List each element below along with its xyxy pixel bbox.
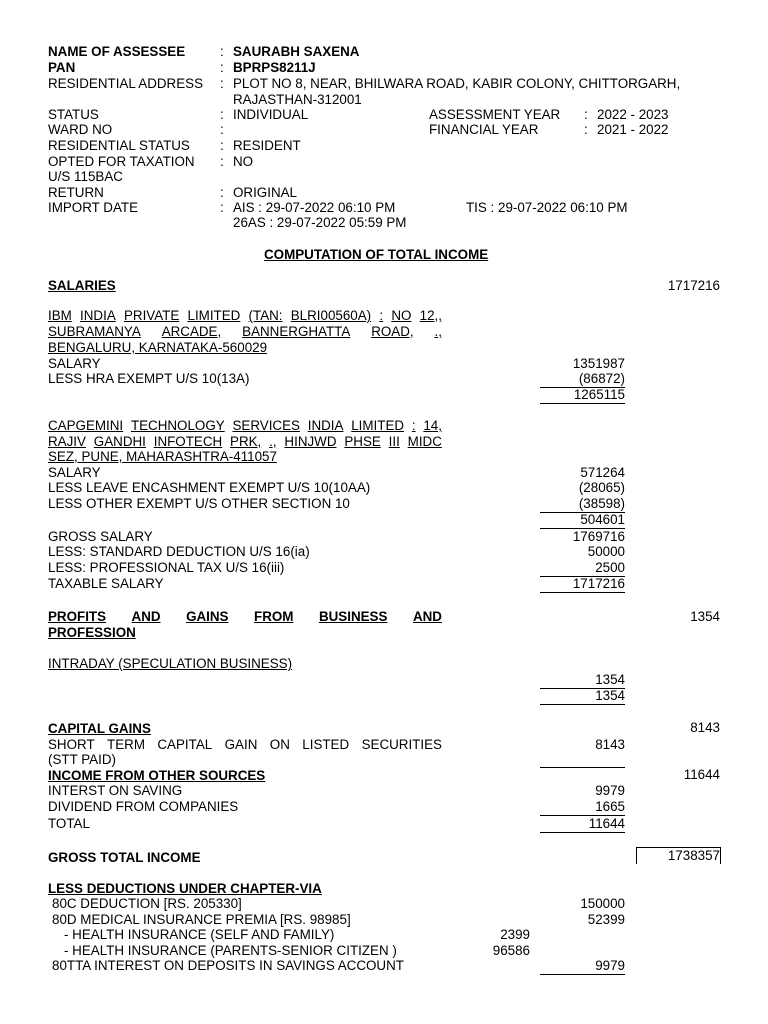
d80d-value: 52399	[587, 912, 625, 927]
business-heading-line2: PROFESSION	[48, 625, 136, 640]
salaries-heading: SALARIES	[48, 278, 116, 293]
status-label: STATUS	[48, 107, 99, 122]
business-total: 1354	[690, 609, 720, 624]
stcg-underline	[540, 752, 625, 768]
ward-label: WARD NO	[48, 122, 113, 137]
residential-status-value: RESIDENT	[233, 138, 301, 153]
colon: :	[220, 200, 224, 215]
taxable-salary-value: 1717216	[540, 576, 625, 593]
employer2-leave-value: (28065)	[578, 480, 625, 495]
std-deduction-value: 50000	[587, 544, 625, 559]
fy-value: 2021 - 2022	[597, 122, 669, 137]
capital-gains-total: 8143	[690, 720, 720, 735]
address-label: RESIDENTIAL ADDRESS	[48, 76, 204, 91]
ptax-value: 2500	[540, 560, 625, 577]
colon: :	[220, 138, 224, 153]
business-heading-line1: PROFITS AND GAINS FROM BUSINESS AND	[48, 609, 442, 624]
deductions-heading: LESS DEDUCTIONS UNDER CHAPTER-VIA	[48, 881, 322, 896]
name-label: NAME OF ASSESSEE	[48, 44, 186, 59]
stcg-line2: (STT PAID)	[48, 752, 116, 767]
hi-parents-value: 96586	[492, 943, 530, 958]
import-label: IMPORT DATE	[48, 200, 139, 215]
opted-label-line1: OPTED FOR TAXATION	[48, 154, 195, 169]
hi-self-value: 2399	[500, 927, 530, 942]
employer2-leave-label: LESS LEAVE ENCASHMENT EXEMPT U/S 10(10AA)	[48, 480, 371, 495]
employer1-line3: BENGALURU, KARNATAKA-560029	[48, 340, 268, 355]
dividend-value: 1665	[540, 799, 625, 816]
residential-status-label: RESIDENTIAL STATUS	[48, 138, 190, 153]
name-value: SAURABH SAXENA	[233, 44, 360, 59]
interest-value: 9979	[595, 783, 625, 798]
colon: :	[220, 107, 224, 122]
pan-value: BPRPS8211J	[233, 60, 316, 75]
d80c-label: 80C DEDUCTION [RS. 205330]	[52, 896, 242, 911]
address-line1: PLOT NO 8, NEAR, BHILWARA ROAD, KABIR COLONY, CHITTORGARH,	[233, 76, 681, 91]
employer2-line2: RAJIV GANDHI INFOTECH PRK, ., HINJWD PHSE III MIDC	[48, 434, 442, 449]
other-total-value: 11644	[540, 816, 625, 833]
employer2-line1: CAPGEMINI TECHNOLOGY SERVICES INDIA LIMITED : 14,	[48, 418, 442, 433]
other-sources-total: 11644	[683, 767, 720, 782]
dividend-label: DIVIDEND FROM COMPANIES	[48, 799, 239, 814]
opted-label-line2: U/S 115BAC	[48, 169, 123, 184]
salaries-total: 1717216	[667, 278, 720, 293]
gross-total-value: 1738357	[636, 847, 721, 864]
return-label: RETURN	[48, 185, 104, 200]
employer2-net: 504601	[540, 512, 625, 529]
d80tta-label: 80TTA INTEREST ON DEPOSITS IN SAVINGS ACCOUNT	[52, 958, 404, 973]
colon: :	[220, 76, 224, 91]
colon: :	[220, 122, 224, 137]
employer1-line2: SUBRAMANYA ARCADE, BANNERGHATTA ROAD, .,	[48, 324, 442, 339]
fy-label: FINANCIAL YEAR	[429, 122, 539, 137]
employer1-salary-label: SALARY	[48, 356, 101, 371]
page-title: COMPUTATION OF TOTAL INCOME	[264, 247, 489, 262]
pan-label: PAN	[48, 60, 76, 75]
ay-label: ASSESSMENT YEAR	[429, 107, 561, 122]
other-total-label: TOTAL	[48, 816, 90, 831]
ptax-label: LESS: PROFESSIONAL TAX U/S 16(iii)	[48, 560, 285, 575]
other-sources-heading: INCOME FROM OTHER SOURCES	[48, 768, 266, 783]
import-26as: 26AS : 29-07-2022 05:59 PM	[233, 215, 407, 230]
employer2-other-value: (38598)	[540, 496, 625, 513]
ay-value: 2022 - 2023	[597, 107, 669, 122]
status-value: INDIVIDUAL	[233, 107, 309, 122]
intraday-value2: 1354	[540, 688, 625, 705]
employer1-salary-value: 1351987	[572, 356, 625, 371]
opted-value: NO	[233, 154, 254, 169]
gross-salary-label: GROSS SALARY	[48, 529, 153, 544]
taxable-salary-label: TAXABLE SALARY	[48, 576, 164, 591]
gross-salary-value: 1769716	[572, 529, 625, 544]
d80d-label: 80D MEDICAL INSURANCE PREMIA [RS. 98985]	[52, 912, 351, 927]
capital-gains-heading: CAPITAL GAINS	[48, 721, 151, 736]
interest-label: INTERST ON SAVING	[48, 783, 183, 798]
hi-parents-label: - HEALTH INSURANCE (PARENTS-SENIOR CITIZEN )	[64, 943, 397, 958]
d80c-value: 150000	[580, 896, 625, 911]
colon: :	[220, 60, 224, 75]
colon: :	[220, 154, 224, 169]
stcg-line1: SHORT TERM CAPITAL GAIN ON LISTED SECURITIES	[48, 737, 442, 752]
hi-self-label: - HEALTH INSURANCE (SELF AND FAMILY)	[64, 927, 335, 942]
employer1-hra-value: (86872)	[540, 371, 625, 388]
employer2-salary-value: 571264	[580, 465, 625, 480]
employer1-line1: IBM INDIA PRIVATE LIMITED (TAN: BLRI00560A) : NO 12,,	[48, 308, 442, 323]
colon: :	[584, 122, 588, 137]
d80tta-value: 9979	[540, 958, 625, 975]
colon: :	[220, 44, 224, 59]
employer1-net: 1265115	[540, 387, 625, 404]
colon: :	[220, 185, 224, 200]
intraday-value1: 1354	[540, 672, 625, 689]
colon: :	[584, 107, 588, 122]
gross-total-label: GROSS TOTAL INCOME	[48, 850, 201, 865]
employer2-line3: SEZ, PUNE, MAHARASHTRA-411057	[48, 449, 277, 464]
address-line2: RAJASTHAN-312001	[233, 92, 362, 107]
stcg-value: 8143	[595, 737, 625, 752]
employer2-other-label: LESS OTHER EXEMPT U/S OTHER SECTION 10	[48, 496, 350, 511]
import-tis: TIS : 29-07-2022 06:10 PM	[466, 200, 628, 215]
intraday-heading: INTRADAY (SPECULATION BUSINESS)	[48, 656, 293, 671]
employer1-hra-label: LESS HRA EXEMPT U/S 10(13A)	[48, 371, 250, 386]
employer2-salary-label: SALARY	[48, 465, 101, 480]
std-deduction-label: LESS: STANDARD DEDUCTION U/S 16(ia)	[48, 544, 310, 559]
return-value: ORIGINAL	[233, 185, 297, 200]
import-ais: AIS : 29-07-2022 06:10 PM	[233, 200, 396, 215]
